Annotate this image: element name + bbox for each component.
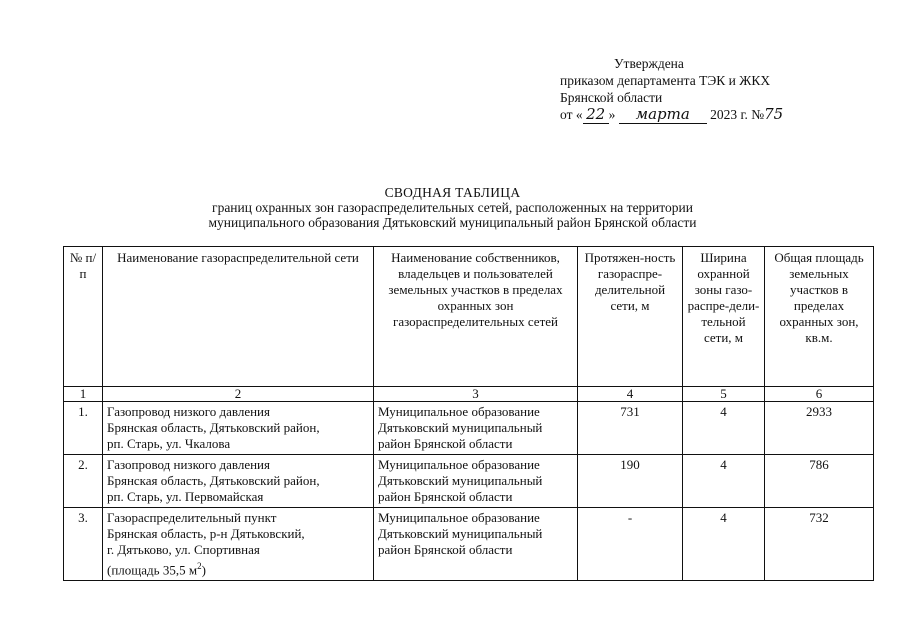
column-number: 4 [578, 387, 683, 402]
column-number: 3 [374, 387, 578, 402]
number-prefix: № [751, 107, 765, 122]
name-line: г. Дятьково, ул. Спортивная [107, 542, 260, 557]
row-zone-width: 4 [683, 402, 765, 455]
header-length: Протяжен-ность газораспре-делительной сети, м [578, 247, 683, 387]
owner-line: Муниципальное образование [378, 457, 540, 472]
row-number: 1. [64, 402, 103, 455]
area-text: (площадь 35,5 м [107, 562, 198, 578]
name-line: Брянская область, Дятьковский район, [107, 420, 320, 435]
name-line [107, 558, 369, 578]
column-number: 2 [103, 387, 374, 402]
table-row [64, 508, 874, 581]
column-number: 1 [64, 387, 103, 402]
owner-line: Муниципальное образование [378, 404, 540, 419]
close-paren: ) [201, 562, 206, 578]
owner-line: район Брянской области [378, 489, 513, 504]
approval-date-line [560, 106, 783, 124]
name-line: рп. Старь, ул. Чкалова [107, 436, 231, 451]
owner-line: Дятьковский муниципальный [378, 526, 543, 541]
row-area: 732 [765, 508, 874, 581]
row-owner [374, 508, 578, 581]
row-network-name [103, 455, 374, 508]
header-network-name: Наименование газораспределительной сети [103, 247, 374, 387]
name-line: Брянская область, Дятьковский район, [107, 473, 320, 488]
header-owners: Наименование собственников, владельцев и пользователей земельных участков в пределах охранных зон газораспределительных сетей [374, 247, 578, 387]
row-length: - [578, 508, 683, 581]
row-length: 731 [578, 402, 683, 455]
title-sub-2: муниципального образования Дятьковский муниципальный район Брянской области [208, 215, 697, 230]
approval-line-1: Утверждена [614, 56, 684, 71]
superscript: 2 [197, 561, 202, 571]
row-zone-width: 4 [683, 455, 765, 508]
date-prefix: от « [560, 107, 583, 122]
row-owner [374, 402, 578, 455]
name-line: Газопровод низкого давления [107, 404, 270, 419]
row-length: 190 [578, 455, 683, 508]
owner-line: Дятьковский муниципальный [378, 473, 543, 488]
row-number: 2. [64, 455, 103, 508]
row-area: 786 [765, 455, 874, 508]
approval-stamp [560, 55, 783, 124]
title-main: СВОДНАЯ ТАБЛИЦА [384, 185, 521, 200]
row-network-name [103, 508, 374, 581]
table-header-row [64, 247, 874, 387]
approval-line-2: приказом департамента ТЭК и ЖКХ [560, 73, 771, 88]
owner-line: Муниципальное образование [378, 510, 540, 525]
row-number: 3. [64, 508, 103, 581]
column-number: 5 [683, 387, 765, 402]
name-line: Брянская область, р-н Дятьковский, [107, 526, 305, 541]
column-number-row [64, 387, 874, 402]
document-title [0, 185, 905, 230]
summary-table [63, 246, 874, 581]
row-network-name [103, 402, 374, 455]
name-line: Газораспределительный пункт [107, 510, 277, 525]
approval-line-3: Брянской области [560, 90, 663, 105]
row-owner [374, 455, 578, 508]
handwritten-month: марта [619, 106, 707, 124]
name-line: рп. Старь, ул. Первомайская [107, 489, 264, 504]
column-number: 6 [765, 387, 874, 402]
title-sub-1: границ охранных зон газораспределительных сетей, расположенных на территории [212, 200, 693, 215]
owner-line: Дятьковский муниципальный [378, 420, 543, 435]
table-row [64, 402, 874, 455]
name-line: Газопровод низкого давления [107, 457, 270, 472]
handwritten-day: 22 [583, 106, 609, 124]
header-total-area: Общая площадь земельных участков в пределах охранных зон, кв.м. [765, 247, 874, 387]
date-year: 2023 г. [710, 107, 748, 122]
date-mid: » [608, 107, 616, 122]
handwritten-number: 75 [764, 105, 784, 123]
header-zone-width: Ширина охранной зоны газо-распре-дели-тельной сети, м [683, 247, 765, 387]
owner-line: район Брянской области [378, 436, 513, 451]
header-number: № п/п [64, 247, 103, 387]
row-zone-width: 4 [683, 508, 765, 581]
row-area: 2933 [765, 402, 874, 455]
owner-line: район Брянской области [378, 542, 513, 557]
table-row [64, 455, 874, 508]
